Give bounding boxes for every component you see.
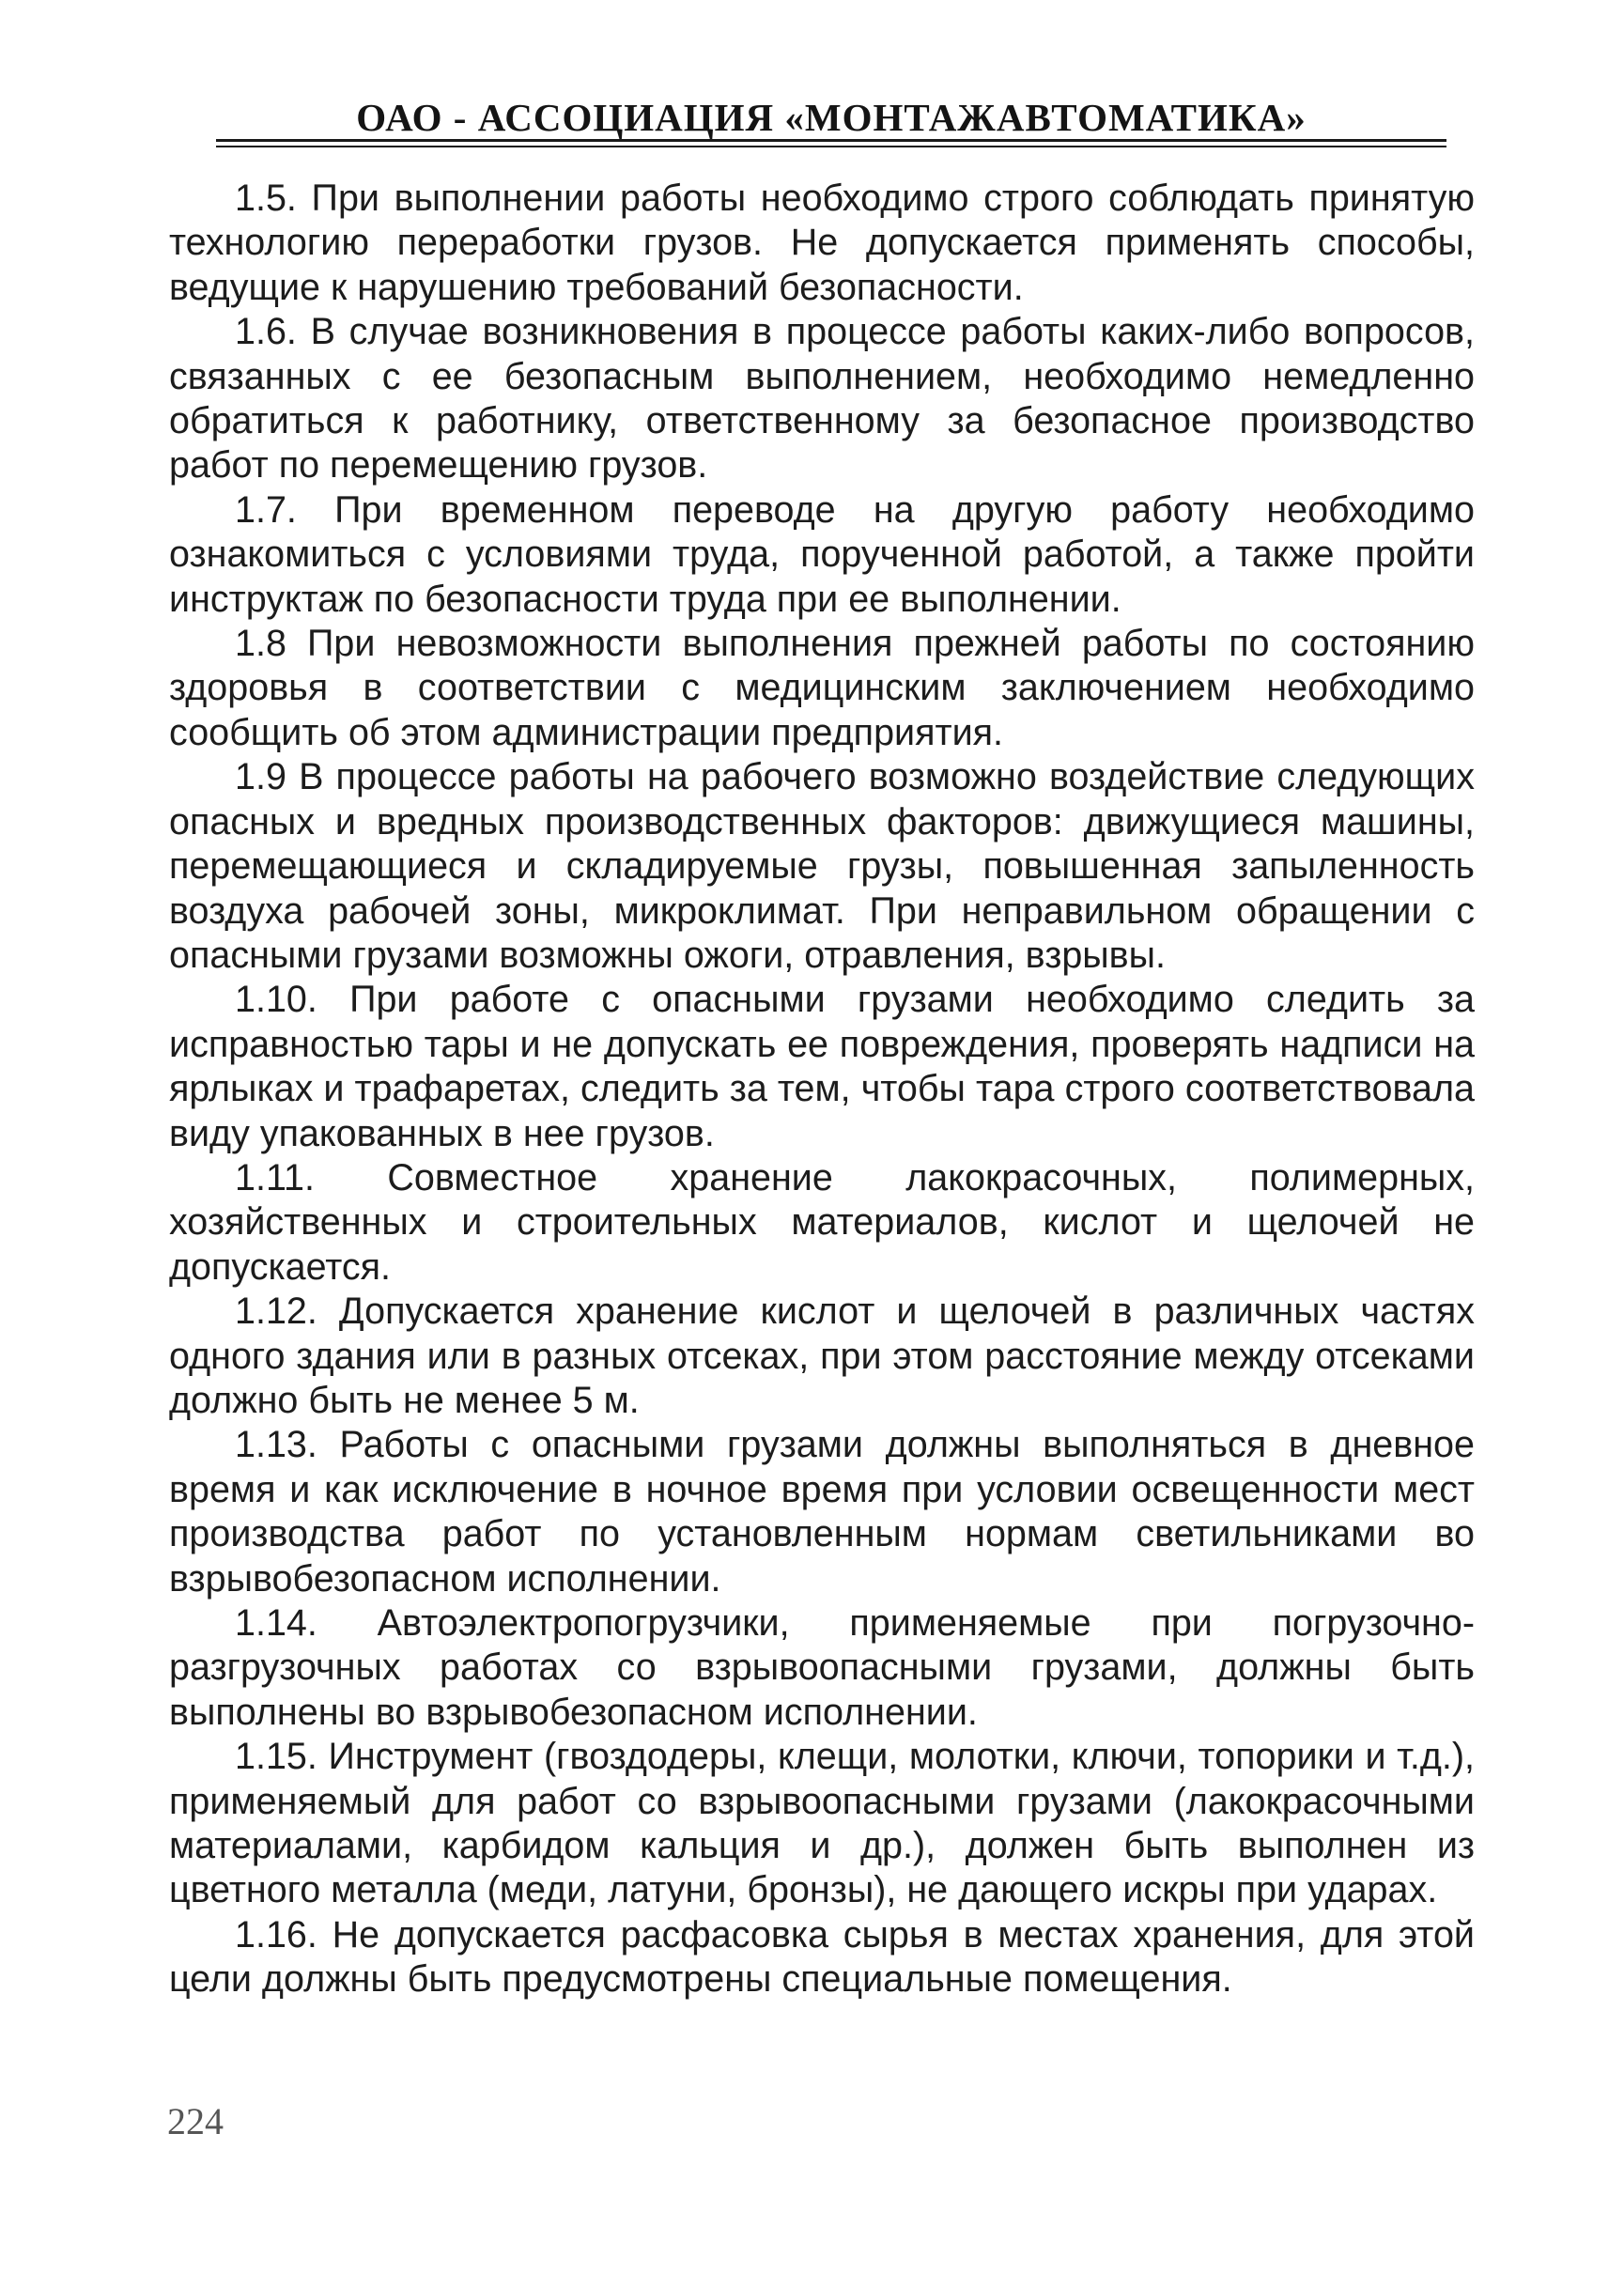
running-header bbox=[216, 96, 1446, 139]
paragraph-1-11: 1.11. Совместное хранение лакокрасочных, полимерных, хозяйственных и строительных материалов, кислот и щелочей не допускается. bbox=[169, 1156, 1475, 1288]
paragraph-1-16: 1.16. Не допускается расфасовка сырья в местах хранения, для этой цели должны быть предусмотрены специальные помещения. bbox=[169, 1913, 1475, 2001]
paragraph-1-13: 1.13. Работы с опасными грузами должны выполняться в дневное время и как исключение в ночное время при условии освещенности мест производства работ по установленным нормам светильниками во взрывобезопасном исполнении. bbox=[169, 1424, 1475, 1600]
header-rule-bottom bbox=[216, 146, 1446, 147]
paragraph-1-12: 1.12. Допускается хранение кислот и щелочей в различных частях одного здания или в разных отсеках, при этом расстояние между отсеками должно быть не менее 5 м. bbox=[169, 1291, 1475, 1421]
header-title: ОАО - АССОЦИАЦИЯ «МОНТАЖАВТОМАТИКА» bbox=[356, 96, 1307, 139]
header-rule-top bbox=[216, 139, 1446, 142]
page-number: 224 bbox=[167, 2100, 224, 2142]
paragraph-1-15: 1.15. Инструмент (гвоздодеры, клещи, молотки, ключи, топорики и т.д.), применяемый для работ со взрывоопасными грузами (лакокрасочными материалами, карбидом кальция и др.), должен быть выполнен из цветного металла (меди, латуни, бронзы), не дающего искры при ударах. bbox=[169, 1736, 1475, 1911]
document-body bbox=[169, 177, 1475, 2002]
paragraph-1-10: 1.10. При работе с опасными грузами необходимо следить за исправностью тары и не допускать ее повреждения, проверять надписи на ярлыках и трафаретах, следить за тем, чтобы тара строго соответствовала виду упакованных в нее грузов. bbox=[169, 979, 1475, 1154]
paragraph-1-9: 1.9 В процессе работы на рабочего возможно воздействие следующих опасных и вредных производственных факторов: движущиеся машины, перемещающиеся и складируемые грузы, повышенная запыленность воздуха рабочей зоны, микроклимат. При неправильном обращении с опасными грузами возможны ожоги, отравления, взрывы. bbox=[169, 756, 1475, 976]
paragraph-1-8: 1.8 При невозможности выполнения прежней работы по состоянию здоровья в соответствии с медицинским заключением необходимо сообщить об этом администрации предприятия. bbox=[169, 623, 1475, 753]
paragraph-1-6: 1.6. В случае возникновения в процессе работы каких-либо вопросов, связанных с ее безопасным выполнением, необходимо немедленно обратиться к работнику, ответственному за безопасное производство работ по перемещению грузов. bbox=[169, 311, 1475, 487]
paragraph-1-7: 1.7. При временном переводе на другую работу необходимо ознакомиться с условиями труда, порученной работой, а также пройти инструктаж по безопасности труда при ее выполнении. bbox=[169, 488, 1475, 620]
paragraph-1-5: 1.5. При выполнении работы необходимо строго соблюдать принятую технологию переработки грузов. Не допускается применять способы, ведущие к нарушению требований безопасности. bbox=[169, 178, 1475, 308]
paragraph-1-14: 1.14. Автоэлектропогрузчики, применяемые при погрузочно-разгрузочных работах со взрывоопасными грузами, должны быть выполнены во взрывобезопасном исполнении. bbox=[169, 1602, 1475, 1733]
